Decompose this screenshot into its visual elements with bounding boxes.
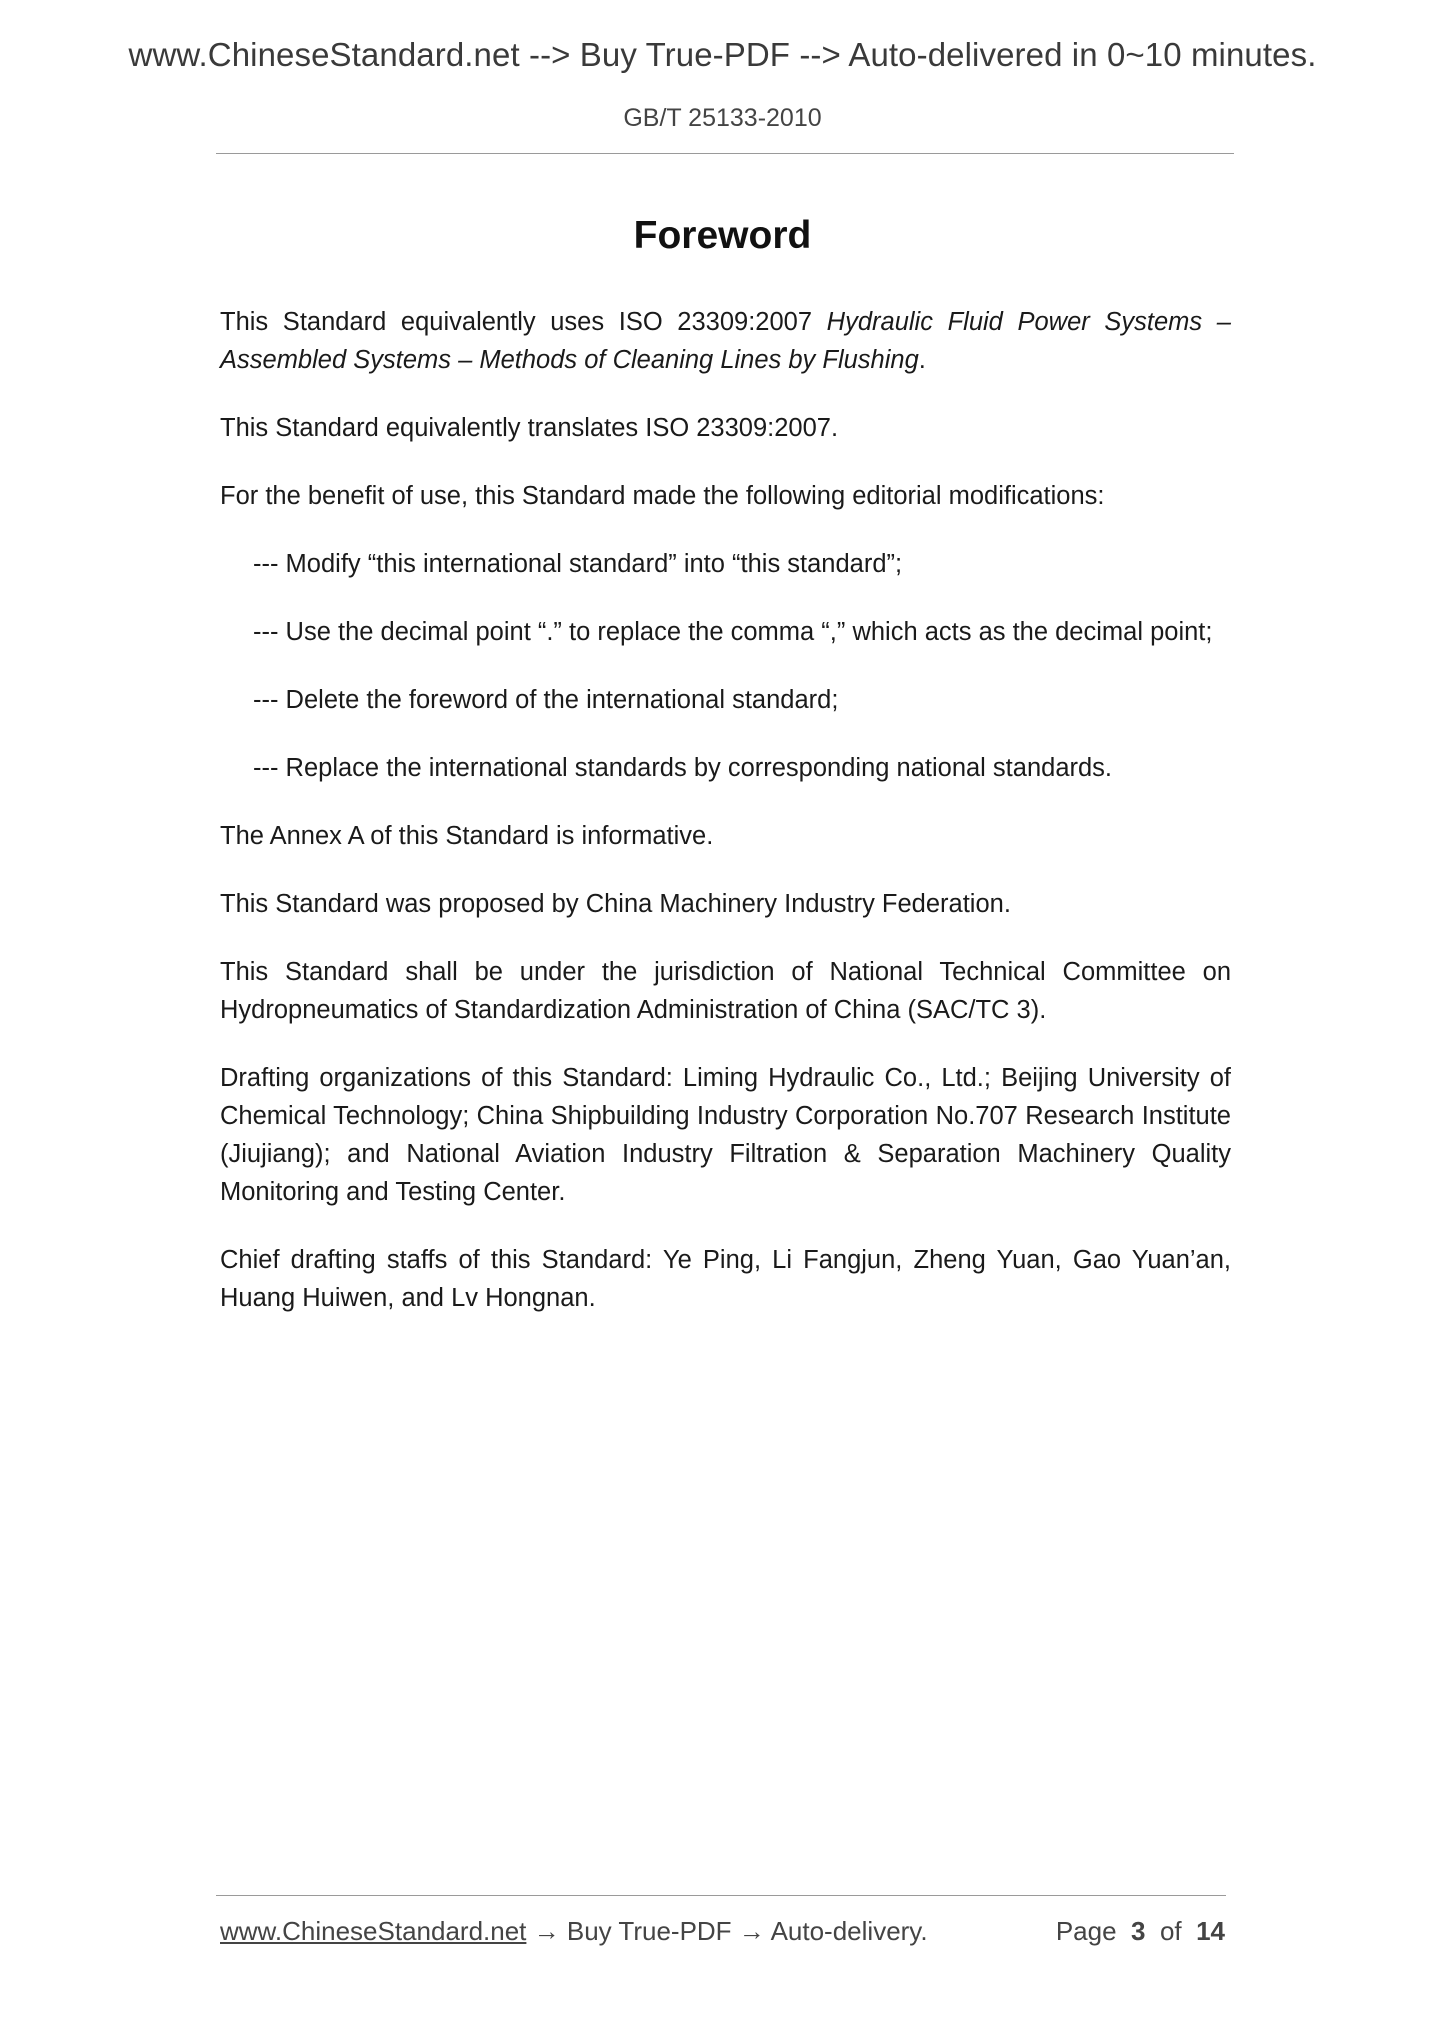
footer-tagline: → Buy True-PDF → Auto-delivery. (526, 1916, 928, 1946)
footer-divider (216, 1895, 1226, 1896)
page-indicator (1056, 1916, 1225, 1947)
of-label: of (1159, 1916, 1182, 1946)
top-banner: www.ChineseStandard.net --> Buy True-PDF --> Auto-delivered in 0~10 minutes. (128, 36, 1317, 73)
page-title: Foreword (633, 214, 812, 257)
paragraph-translation: This Standard equivalently translates ISO 23309:2007. (220, 414, 839, 442)
website-link[interactable]: www.ChineseStandard.net (220, 1916, 527, 1946)
adoption-end: . (918, 346, 926, 374)
paragraph-adoption (220, 303, 1231, 379)
paragraph-drafting-organizations: Drafting organizations of this Standard: Liming Hydraulic Co., Ltd.; Beijing University of Chemical Technology; China Shipbuilding Industry Corporation No.707 Research Institute (Jiujiang); and National Aviation Industry Filtration & Separation Machinery Quality Monitoring and Testing Center. (220, 1064, 1231, 1206)
modification-item: --- Replace the international standards by corresponding national standards. (253, 754, 1113, 782)
page-total: 14 (1196, 1916, 1225, 1946)
foreword-body (220, 303, 1231, 1347)
paragraph-annex: The Annex A of this Standard is informative. (220, 822, 714, 850)
footer-text (220, 1916, 928, 1947)
document-code: GB/T 25133-2010 (623, 104, 822, 132)
paragraph-proposer: This Standard was proposed by China Machinery Industry Federation. (220, 890, 1011, 918)
adoption-text: This Standard equivalently uses ISO 23309:2007 (220, 308, 827, 336)
iso-title: Hydraulic Fluid Power Systems – Assembled Systems – Methods of Cleaning Lines by Flushing (220, 308, 1231, 374)
page-label: Page (1055, 1916, 1117, 1946)
header-divider (216, 153, 1234, 154)
paragraph-jurisdiction: This Standard shall be under the jurisdiction of National Technical Committee on Hydropneumatics of Standardization Administration of China (SAC/TC 3). (220, 958, 1231, 1024)
modification-item: --- Delete the foreword of the international standard; (253, 686, 839, 714)
modification-item: --- Use the decimal point “.” to replace the comma “,” which acts as the decimal point; (253, 618, 1213, 646)
paragraph-drafting-staff: Chief drafting staffs of this Standard: Ye Ping, Li Fangjun, Zheng Yuan, Gao Yuan’an, Huang Huiwen, and Lv Hongnan. (220, 1246, 1231, 1312)
paragraph-modifications-intro: For the benefit of use, this Standard made the following editorial modifications: (220, 482, 1105, 510)
modification-item: --- Modify “this international standard” into “this standard”; (253, 550, 903, 578)
page-number: 3 (1131, 1916, 1146, 1946)
